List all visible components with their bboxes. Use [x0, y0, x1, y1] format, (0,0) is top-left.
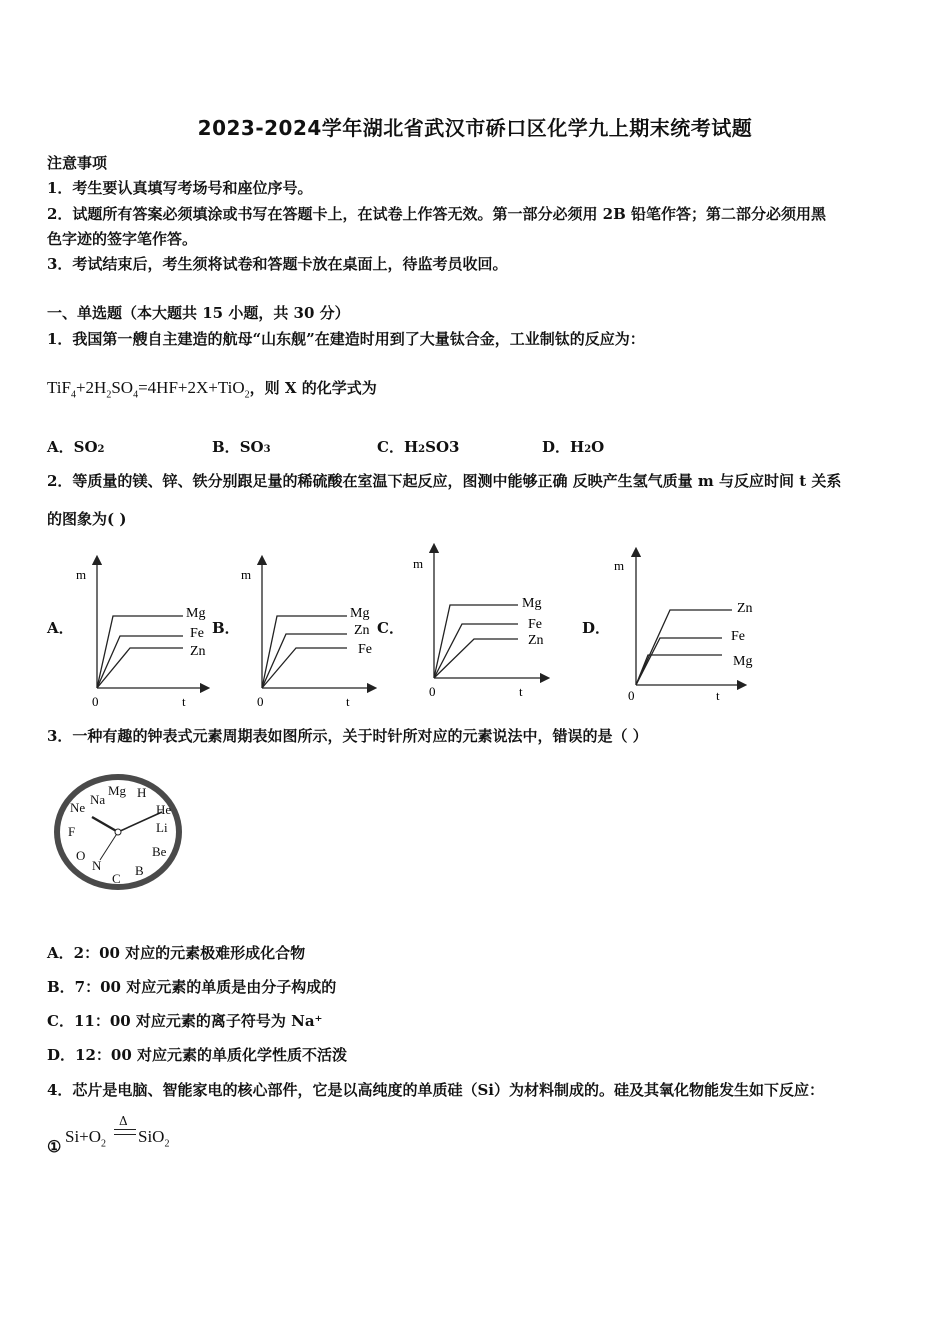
equation-marker: ①	[47, 1137, 62, 1156]
graph-b-y-label: m	[241, 567, 252, 582]
graph-a-line-label: Fe	[190, 626, 204, 641]
page-title: 2023-2024学年湖北省武汉市硚口区化学九上期末统考试题	[197, 116, 753, 140]
graph-c-x-label: t	[519, 684, 523, 699]
graph-b-line-label: Zn	[354, 623, 370, 638]
clock-element: C	[112, 871, 121, 886]
q2-option-a[interactable]: A．	[47, 619, 74, 637]
question-2-stem: 2．等质量的镁、锌、铁分别跟足量的稀硫酸在室温下起反应，图测中能够正确 反映产生氢气质量 m 与反应时间 t 关系	[47, 472, 842, 490]
graph-c-line-label: Fe	[528, 617, 542, 632]
q3-option-b[interactable]: B．7：00 对应元素的单质是由分子构成的	[47, 978, 337, 996]
graph-c-origin: 0	[429, 684, 436, 699]
clock-element: B	[135, 863, 144, 878]
notice-item: 3．考试结束后，考生须将试卷和答题卡放在桌面上，待监考员收回。	[47, 255, 508, 273]
graph-d-line-label: Fe	[731, 629, 745, 644]
q1-option-a[interactable]: A．SO2	[47, 438, 105, 456]
clock-element: Mg	[108, 783, 127, 798]
clock-element: N	[92, 858, 102, 873]
element-clock	[50, 770, 190, 898]
clock-element: Be	[152, 844, 167, 859]
clock-element: Ne	[70, 800, 86, 815]
graph-d-y-label: m	[614, 558, 625, 573]
graph-a-x-label: t	[182, 694, 186, 709]
graph-c-y-label: m	[413, 556, 424, 571]
q1-option-b[interactable]: B．SO3	[212, 438, 271, 456]
question-3-stem: 3．一种有趣的钟表式元素周期表如图所示，关于时针所对应的元素说法中，错误的是（ ）	[47, 727, 648, 745]
clock-element: Na	[90, 792, 106, 807]
clock-element: Li	[156, 820, 168, 835]
question-4-stem: 4．芯片是电脑、智能家电的核心部件，它是以高纯度的单质硅（Si）为材料制成的。硅及其氧化物能发生如下反应：	[47, 1081, 824, 1099]
graph-b-line-label: Mg	[350, 606, 370, 621]
graph-c-line-label: Zn	[528, 633, 544, 648]
equation-tail: ，则 X 的化学式为	[249, 379, 377, 397]
question-1-stem: 1．我国第一艘自主建造的航母“山东舰”在建造时用到了大量钛合金，工业制钛的反应为：	[47, 330, 645, 348]
reaction-right: SiO$_2$	[138, 1127, 170, 1150]
q1-option-c[interactable]: C．H2SO3	[377, 438, 460, 456]
question-2-stem-line2: 的图象为( )	[47, 510, 127, 528]
notice-heading: 注意事项	[47, 154, 108, 172]
heat-symbol: Δ	[119, 1114, 128, 1128]
graph-b-origin: 0	[257, 694, 264, 709]
notice-item: 色字迹的签字笔作答。	[47, 230, 198, 248]
q3-option-d[interactable]: D．12：00 对应元素的单质化学性质不活泼	[47, 1046, 347, 1064]
graph-d	[636, 552, 742, 685]
q2-option-d[interactable]: D．	[582, 619, 611, 637]
equals-sign	[114, 1129, 136, 1135]
graph-b-line-label: Fe	[358, 642, 372, 657]
q2-option-c[interactable]: C．	[377, 619, 404, 637]
graph-a-line-label: Zn	[190, 644, 206, 659]
notice-item: 2．试题所有答案必须填涂或书写在答题卡上，在试卷上作答无效。第一部分必须用 2B 铅笔作答；第二部分必须用黑	[47, 205, 827, 223]
graph-a-y-label: m	[76, 567, 87, 582]
notice-item: 1．考生要认真填写考场号和座位序号。	[47, 179, 313, 197]
q2-graphs	[0, 540, 950, 715]
q3-option-c[interactable]: C．11：00 对应元素的离子符号为 Na⁺	[47, 1012, 323, 1030]
graph-a-origin: 0	[92, 694, 99, 709]
section-heading: 一、单选题（本大题共 15 小题，共 30 分）	[47, 304, 350, 322]
clock-element: He	[156, 802, 172, 817]
reaction-equation: $TiF_4+2H_2SO_4=4HF+2X+TiO_2$	[47, 378, 250, 401]
q1-option-d[interactable]: D．H2O	[542, 438, 605, 456]
question-4-equation	[47, 1114, 247, 1157]
graph-c-line-label: Mg	[522, 596, 542, 611]
graph-d-line-label: Zn	[737, 601, 753, 616]
q3-option-a[interactable]: A．2：00 对应的元素极难形成化合物	[47, 944, 306, 962]
graph-a-line-label: Mg	[186, 606, 206, 621]
question-1-equation	[47, 377, 377, 400]
graph-b-x-label: t	[346, 694, 350, 709]
clock-element: F	[68, 824, 76, 839]
graph-d-x-label: t	[716, 688, 720, 703]
graph-c	[434, 548, 545, 678]
clock-element: O	[76, 848, 86, 863]
reaction-left: $Si+O_2$	[65, 1127, 107, 1150]
clock-element: H	[137, 785, 147, 800]
graph-a	[97, 560, 205, 688]
graph-d-origin: 0	[628, 688, 635, 703]
q2-option-b[interactable]: B．	[212, 619, 240, 637]
graph-d-line-label: Mg	[733, 654, 753, 669]
